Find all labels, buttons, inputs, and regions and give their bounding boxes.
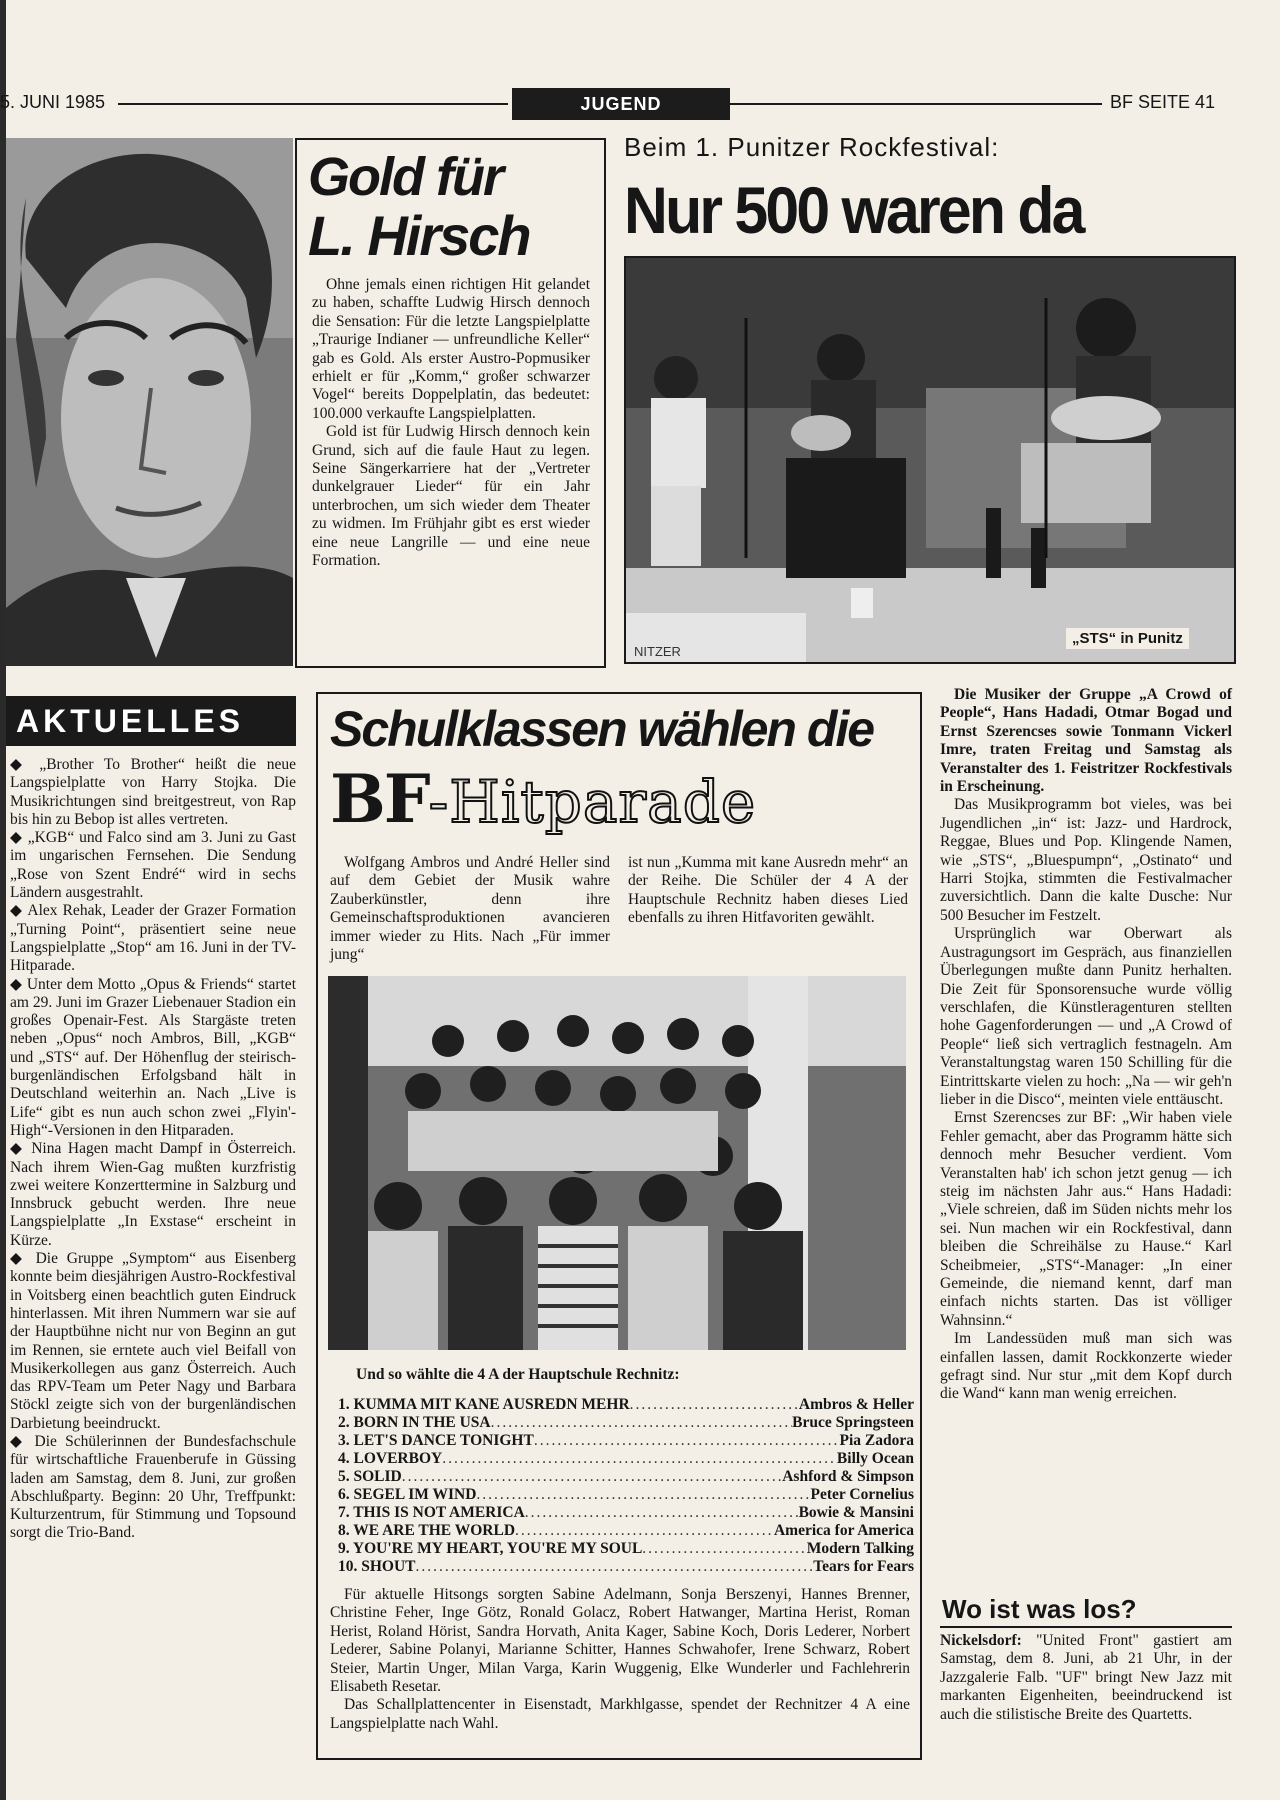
festival-paragraph-5: Im Landessüden muß man sich was einfallen lassen, damit Rockkonzerte wieder gefragt sind. Nur stur „mit dem Kopf durch die Wand“ kann man wenig erreichen. [940,1330,1232,1403]
aktuelles-item: ◆ „Brother To Brother“ heißt die neue Langspielplatte von Harry Stojka. Die Musikrichtungen sind breitgestreut, von Rap bis hin zu Bebop ist alles vertreten. [10,756,297,828]
aktuelles-item: ◆ Die Schülerinnen der Bundesfachschule für wirtschaftliche Frauenberufe in Güssing laden am Samstag, dem 8. Juni, zur großen Abschlußparty. Beginn: 20 Uhr, Treffpunkt: Kulturzentrum, für Stimmung und Topsound sorgt die Trio-Band. [10,1432,297,1542]
events-body [940,1632,1232,1724]
issue-date: 5. JUNI 1985 [0,92,106,112]
header-rule-right [730,103,1102,105]
hitlist-row: 8. WE ARE THE WORLD ..... America for America [338,1522,914,1540]
aktuelles-item: ◆ Die Gruppe „Symptom“ aus Eisenberg konnte beim diesjährigen Austro-Rockfestival in Voitsberg einen beachtlich guten Eindruck hinterlassen. Mit ihren Nummern war sie auf der Hauptbühne nicht nur von Beginn an gut im Rennen, sie erntete auch viel Beifall von Musikerkollegen aus ganz Österreich. Auch das RPV-Team um Peter Nagy und Barbara Stöckl zeigte sich von der burgenländischen Darbietung beeindruckt. [10,1250,296,1432]
sts-concert-photo [624,256,1236,664]
page-number: BF SEITE 41 [1110,92,1216,112]
hirsch-headline-line2: L. Hirsch [308,204,530,267]
class-photo [328,976,906,1350]
hitlist-row: 6. SEGEL IM WIND ..... Peter Cornelius [338,1486,914,1504]
hitlist [338,1396,914,1576]
ludwig-hirsch-photo [6,138,293,666]
hitlist-row: 2. BORN IN THE USA ..... Bruce Springsteen [338,1414,914,1432]
sts-photo-caption: „STS“ in Punitz [1066,628,1189,649]
hitlist-row: 10. SHOUT ..... Tears for Fears [338,1558,914,1576]
hirsch-headline-line1: Gold für [308,147,502,207]
hitlist-row: 1. KUMMA MIT KANE AUSREDN MEHR ..... Ambros & Heller [338,1396,914,1414]
hitparade-headline-line2 [330,760,756,838]
festival-kicker: Beim 1. Punitzer Rockfestival: [624,132,1000,162]
hitlist-row: 7. THIS IS NOT AMERICA ..... Bowie & Mansini [338,1504,914,1522]
festival-paragraph-3: Ursprünglich war Oberwart als Austragungsort im Gespräch, aus finanziellen Überlegungen mußte dann Punitz herhalten. Die Zeit für Sponsorensuche wurde völlig verschlafen, die Künstleragenturen stellten hohe Gagenforderungen — und „A Crowd of People“ ließ sich vertraglich festnageln. Am Veranstaltungstag waren 150 Schilling für die Eintrittskarte vielen zu hoch: „Na — wir geh'n lieber in die Disco“, meinten viele enttäuscht. [940,925,1232,1108]
hitparade-intro-col1: Wolfgang Ambros und André Heller sind auf dem Gebiet der Musik wahre Zauberkünstler, denn ihre Gemeinschaftsproduktionen avancieren immer wieder zu Hits. Nach „Für immer jung“ [330,854,610,964]
hirsch-body [312,276,590,571]
bf-logo-text: BF [330,760,429,838]
hirsch-paragraph-2: Gold ist für Ludwig Hirsch dennoch kein Grund, sich auf die faule Haut zu legen. Seine Sängerkarriere hat der „Vertreter dunkelgrauer Lieder“ für ein Jahr unterbrochen, um sich wieder dem Theater zu widmen. Im Frühjahr gibt es erst wieder eine neue Langrille — und eine neue Formation. [312,423,590,570]
hitlist-row: 5. SOLID ..... Ashford & Simpson [338,1468,914,1486]
hitparade-word: Hitparade [449,768,757,836]
hitparade-intro-col2: ist nun „Kumma mit kane Ausredn mehr“ an der Reihe. Die Schüler der 4 A der Hauptschule Rechnitz haben dieses Lied ebenfalls zu ihren Hitfavoriten gewählt. [628,854,908,927]
credits-paragraph-2: Das Schallplattencenter in Eisenstadt, Markhlgasse, spendet der Rechnitzer 4 A eine Langspielplatte nach Wahl. [330,1696,910,1732]
banner-lettering: NITZER [634,644,681,659]
festival-body [940,686,1232,1404]
section-label: JUGEND [512,88,730,120]
hitlist-row: 4. LOVERBOY ..... Billy Ocean [338,1450,914,1468]
events-place: Nickelsdorf: [940,1632,1022,1649]
hitlist-intro: Und so wählte die 4 A der Hauptschule Rechnitz: [356,1366,680,1383]
aktuelles-list [10,756,296,1543]
festival-paragraph-2: Das Musikprogramm bot vieles, was bei Jugendlichen „in“ ist: Jazz- und Hardrock, Reggae, Blues und Pop. Klingende Namen, wie „STS“, „Bluespumpn“, „Ostinato“ und Harri Stojka, stimmten die Festivalmacher zuversichtlich. Dann die kalte Dusche: Nur 500 Besucher im Festzelt. [940,796,1232,924]
credits-paragraph-1: Für aktuelle Hitsongs sorgten Sabine Adelmann, Sonja Berszenyi, Hannes Brenner, Christine Feher, Inge Götz, Ronald Golacz, Robert Hatwanger, Martina Herist, Roman Herist, Roland Hörist, Sandra Horvath, Anita Kager, Sabine Koch, Doris Lederer, Norbert Lederer, Sabine Polanyi, Marianne Schitter, Hannes Schwahofer, Irene Schwarz, Robert Steier, Martin Unger, Milan Varga, Karin Wuggenig, Elke Wunderler und Fachlehrerin Elisabeth Resetar. [330,1586,910,1696]
festival-paragraph-4: Ernst Szerencses zur BF: „Wir haben viele Fehler gemacht, aber das Programm hätte sich dennoch mehr Besucher verdient. Vom Veranstalten hab' ich schon jetzt genug — ich steig im nächsten Jahr aus.“ Hans Hadadi: „Viele schreien, daß im Süden nichts mehr los sei. Nun machen wir ein Rockfestival, dann bleiben die Schreihälse zu Hause.“ Karl Scheibmeier, „STS“-Manager: „In einer Gemeinde, die niemand kennt, darf man einfach nichts starten. Das ist völliger Wahnsinn.“ [940,1109,1232,1329]
aktuelles-tag: AKTUELLES [6,696,296,746]
header-rule-left [118,103,508,105]
events-rule [940,1626,1232,1628]
festival-paragraph-1: Die Musiker der Gruppe „A Crowd of People“, Hans Hadadi, Otmar Bogad und Ernst Szerencses sowie Tonmann Vickerl Imre, traten Freitag und Samstag als Veranstalter des 1. Feistritzer Rockfestivals in Erscheinung. [940,686,1232,796]
hirsch-paragraph-1: Ohne jemals einen richtigen Hit gelandet zu haben, schaffte Ludwig Hirsch dennoch die Sensation: Für die letzte Langspielplatte „Traurige Indianer — unfreundliche Keller“ gab es Gold. Als erster Austro-Popmusiker erhielt er für „Komm,“ großer schwarzer Vogel“ bereits Doppelplatin, das bedeutet: 100.000 verkaufte Langspielplatten. [312,276,590,422]
aktuelles-item: ◆ Unter dem Motto „Opus & Friends“ startet am 29. Juni im Grazer Liebenauer Stadion ein großes Openair-Fest. Als Stargäste treten neben „Opus“ noch Ambros, Bill, „KGB“ und „STS“ auf. Der Höhenflug der steirisch-burgenländischen Erfolgsband hält in Deutschland weiterhin an. Nach „Live is Life“ gibt es nun auch schon zwei „Flyin'-High“-Versionen in den Hitparaden. [10,975,296,1139]
aktuelles-item: ◆ Alex Rehak, Leader der Grazer Formation „Turning Point“, präsentiert seine neue Langspielplatte „Stop“ am 16. Juni in der TV-Hitparade. [10,902,296,975]
events-text: "United Front" gastiert am Samstag, dem 8. Juni, ab 21 Uhr, in der Jazzgalerie Falb. "UF" bringt New Jazz mit markanten Eigenheiten, beeindruckend ist auch die stilistische Breite des Quartetts. [940,1632,1232,1723]
aktuelles-item: ◆ Nina Hagen macht Dampf in Österreich. Nach ihrem Wien-Gag mußten kurzfristig zwei weitere Konzerttermine in Salzburg und Innsbruck gebucht werden. Ihre neue Langspielplatte „In Exstase“ erscheint in Kürze. [10,1140,297,1249]
events-headline: Wo ist was los? [942,1594,1137,1624]
hitparade-headline-line1: Schulklassen wählen die [330,701,874,757]
hitlist-row: 3. LET'S DANCE TONIGHT ..... Pia Zadora [338,1432,914,1450]
festival-headline: Nur 500 waren da [624,173,1083,247]
hitlist-row: 9. YOU'RE MY HEART, YOU'RE MY SOUL ..... Modern Talking [338,1540,914,1558]
aktuelles-item: ◆ „KGB“ und Falco sind am 3. Juni zu Gast im ungarischen Fernsehen. Die Sendung „Rose von Szent Endré“ wird in sechs Ländern ausgestrahlt. [10,829,296,902]
hitparade-credits [330,1586,910,1733]
hitparade-dash: - [428,768,450,836]
